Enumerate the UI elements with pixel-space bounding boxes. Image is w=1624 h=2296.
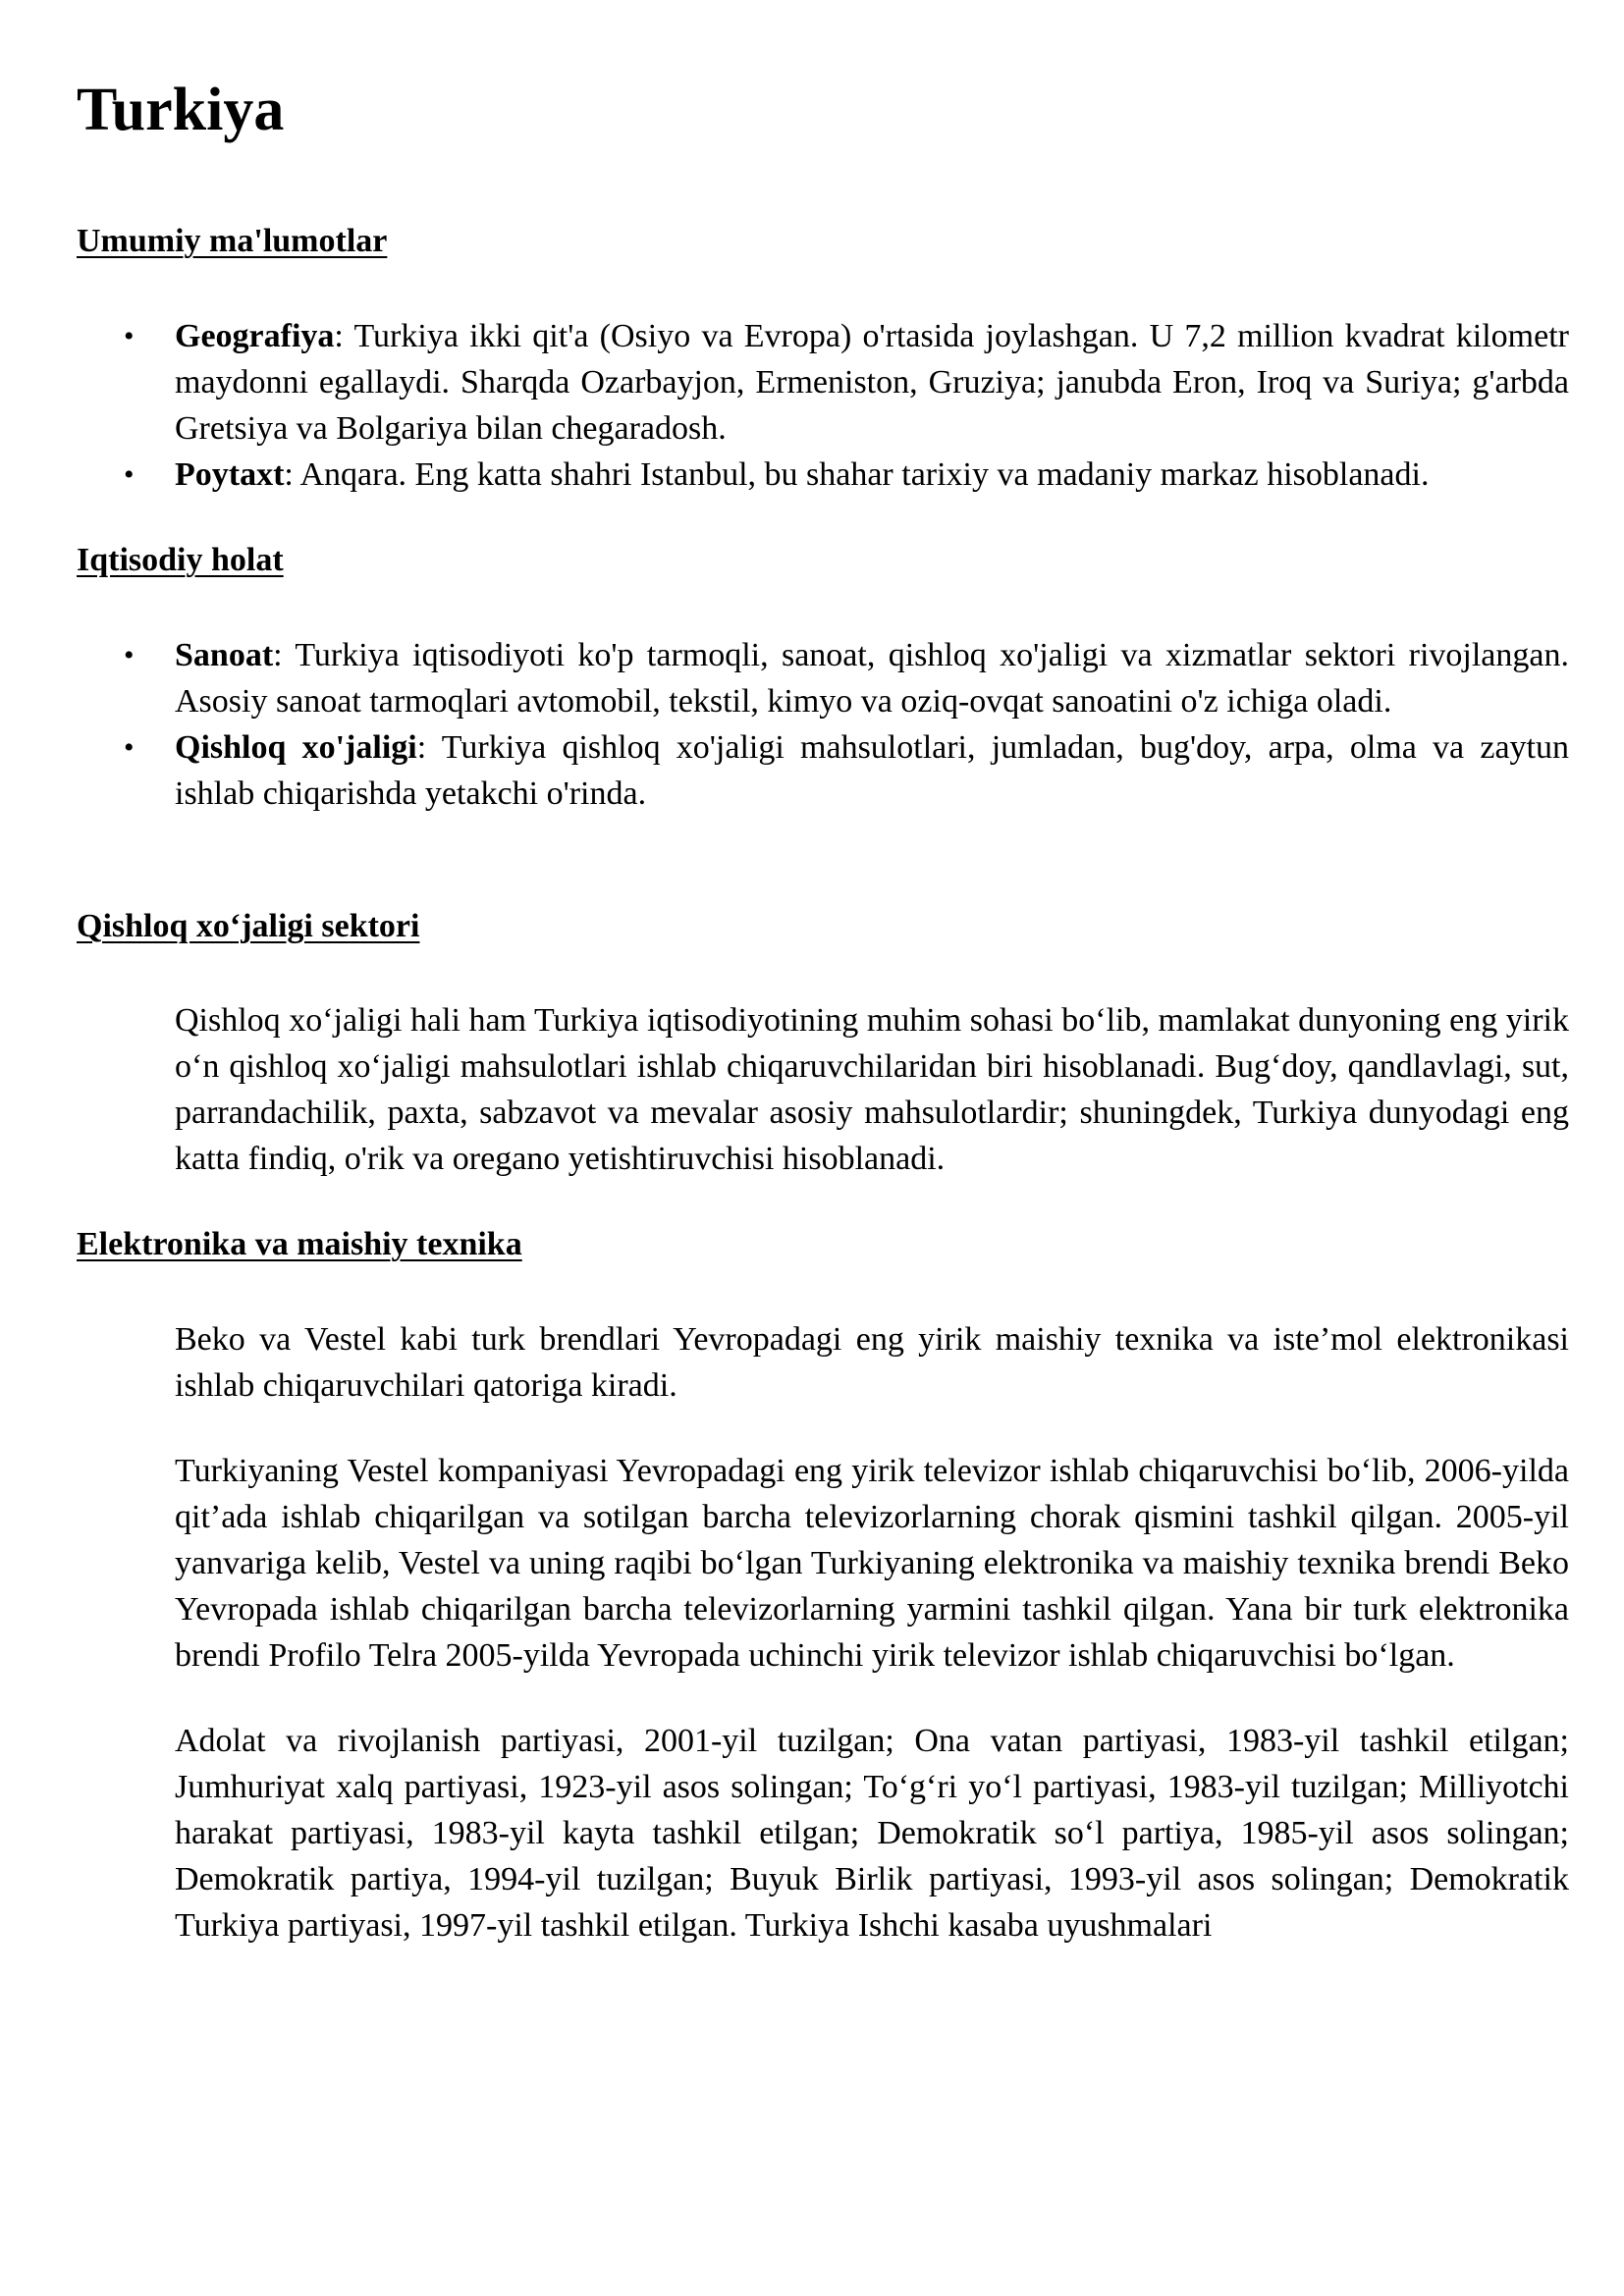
section-heading-general: Umumiy ma'lumotlar bbox=[77, 223, 388, 259]
bullet-icon: • bbox=[124, 319, 135, 352]
list-item-term: Geografiya bbox=[175, 317, 335, 354]
list-item-term: Sanoat bbox=[175, 636, 274, 673]
list-item-text: : Anqara. Eng katta shahri Istanbul, bu shahar tarixiy va madaniy markaz hisoblanadi. bbox=[284, 455, 1430, 493]
general-list bbox=[77, 313, 1569, 498]
list-item-text: : Turkiya ikki qit'a (Osiyo va Evropa) o'rtasida joylashgan. U 7,2 million kvadrat kilometr maydonni egallaydi. Sharqda Ozarbayjon, Ermeniston, Gruziya; janubda Eron, Iroq va Suriya; g'arbda Gretsiya va Bolgariya bilan chegaradosh. bbox=[175, 317, 1569, 447]
list-item-text: : Turkiya iqtisodiyoti ko'p tarmoqli, sanoat, qishloq xo'jaligi va xizmatlar sektori rivojlangan. Asosiy sanoat tarmoqlari avtomobil, tekstil, kimyo va oziq-ovqat sanoatini o'z ichiga oladi. bbox=[175, 636, 1569, 720]
list-item-term: Poytaxt bbox=[175, 455, 285, 493]
section-heading-agriculture: Qishloq xo‘jaligi sektori bbox=[77, 907, 420, 944]
list-item-agriculture bbox=[77, 724, 1569, 817]
section-heading-electronics: Elektronika va maishiy texnika bbox=[77, 1226, 522, 1263]
list-item-geography bbox=[77, 313, 1569, 452]
electronics-paragraph-2: Turkiyaning Vestel kompaniyasi Yevropadagi eng yirik televizor ishlab chiqaruvchisi bo‘lib, 2006-yilda qit’ada ishlab chiqarilgan va sotilgan barcha televizorlarning chorak qismini tashkil qilgan. 2005-yil yanvariga kelib, Vestel va uning raqibi bo‘lgan Turkiyaning elektronika va maishiy texnika brendi Beko Yevropada ishlab chiqarilgan barcha televizorlarning yarmini tashkil qilgan. Yana bir turk elektronika brendi Profilo Telra 2005-yilda Yevropada uchinchi yirik televizor ishlab chiqaruvchisi bo‘lgan. bbox=[175, 1453, 1569, 1675]
section-heading-economy: Iqtisodiy holat bbox=[77, 541, 284, 578]
bullet-icon: • bbox=[124, 730, 135, 764]
document-title: Turkiya bbox=[77, 77, 285, 143]
electronics-paragraph-1: Beko va Vestel kabi turk brendlari Yevropadagi eng yirik maishiy texnika va iste’mol elektronikasi ishlab chiqaruvchilari qatoriga kiradi. bbox=[175, 1321, 1569, 1405]
list-item-term: Qishloq xo'jaligi bbox=[175, 728, 417, 766]
list-item-text: : Turkiya qishloq xo'jaligi mahsulotlari, jumladan, bug'doy, arpa, olma va zaytun ishlab chiqarishda yetakchi o'rinda. bbox=[175, 728, 1569, 812]
list-item-industry bbox=[77, 632, 1569, 724]
electronics-paragraph-3: Adolat va rivojlanish partiyasi, 2001-yil tuzilgan; Ona vatan partiyasi, 1983-yil tashkil etilgan; Jumhuriyat xalq partiyasi, 1923-yil asos solingan; To‘g‘ri yo‘l partiyasi, 1983-yil tuzilgan; Milliyotchi harakat partiyasi, 1983-yil kayta tashkil etilgan; Demokratik so‘l partiya, 1985-yil asos solingan; Demokratik partiya, 1994-yil tuzilgan; Buyuk Birlik partiyasi, 1993-yil asos solingan; Demokratik Turkiya partiyasi, 1997-yil tashkil etilgan. Turkiya Ishchi kasaba uyushmalari bbox=[175, 1723, 1569, 1945]
bullet-icon: • bbox=[124, 638, 135, 671]
list-item-capital bbox=[77, 452, 1569, 498]
agriculture-paragraph: Qishloq xo‘jaligi hali ham Turkiya iqtisodiyotining muhim sohasi bo‘lib, mamlakat dunyoning eng yirik o‘n qishloq xo‘jaligi mahsulotlari ishlab chiqaruvchilaridan biri hisoblanadi. Bug‘doy, qandlavlagi, sut, parrandachilik, paxta, sabzavot va mevalar asosiy mahsulotlardir; shuningdek, Turkiya dunyodagi eng katta findiq, o'rik va oregano yetishtiruvchisi hisoblanadi. bbox=[175, 1002, 1569, 1178]
document-page bbox=[77, 77, 1569, 1949]
bullet-icon: • bbox=[124, 457, 135, 491]
economy-list bbox=[77, 632, 1569, 817]
